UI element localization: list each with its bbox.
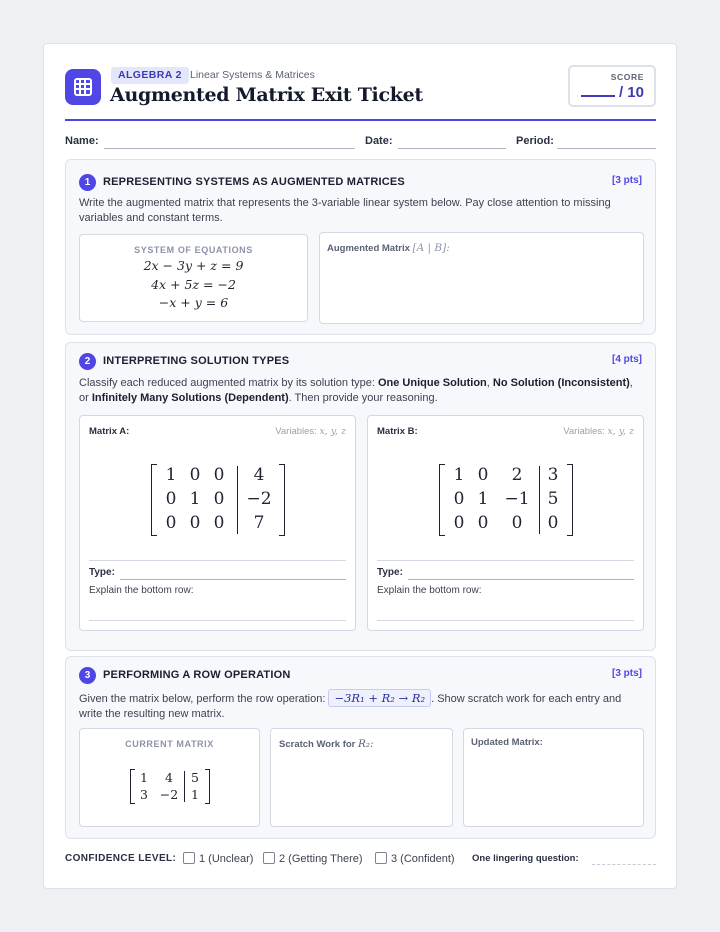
- header-rule: [65, 119, 656, 121]
- unit-subtitle: Linear Systems & Matrices: [190, 69, 315, 81]
- vars-label: Variables:: [563, 426, 605, 437]
- checkbox[interactable]: [375, 852, 387, 864]
- matrix-cell: 1: [189, 489, 201, 509]
- section-points: [3 pts]: [612, 175, 642, 186]
- type-answer-field[interactable]: [120, 579, 346, 580]
- current-matrix: [130, 769, 210, 804]
- matrix-a: [151, 464, 285, 536]
- scratch-math: R₂:: [358, 738, 374, 750]
- type-none: No Solution (Inconsistent): [492, 377, 630, 389]
- divider: [89, 560, 346, 561]
- checkbox[interactable]: [183, 852, 195, 864]
- exit-ticket-sheet: [43, 43, 677, 889]
- matrix-cell: 1: [191, 787, 199, 802]
- score-blank[interactable]: [581, 85, 615, 97]
- vars-label: Variables:: [275, 426, 317, 437]
- matrix-cell: 0: [165, 513, 177, 533]
- matrix-cell: 4: [253, 465, 265, 485]
- section-1: [65, 159, 656, 335]
- equation-3: −x + y = 6: [158, 295, 229, 310]
- confidence-label: CONFIDENCE LEVEL:: [65, 853, 177, 864]
- matrix-cell: 1: [140, 770, 148, 785]
- matrix-b: [439, 464, 573, 536]
- explain-answer-field[interactable]: [377, 620, 634, 621]
- matrix-label: Matrix A:: [89, 426, 130, 437]
- vars: x, y, z: [319, 426, 346, 437]
- matrix-cell: 0: [189, 465, 201, 485]
- section-instructions: [79, 376, 644, 405]
- section-number: 3: [79, 667, 96, 684]
- option-label: 3 (Confident): [391, 853, 455, 865]
- confidence-option-3[interactable]: [375, 852, 455, 865]
- type-unique: One Unique Solution: [377, 377, 487, 389]
- instr-sep-1: ,: [486, 377, 493, 389]
- matrix-cell: 0: [213, 489, 225, 509]
- matrix-cell: 0: [213, 465, 225, 485]
- section-points: [4 pts]: [612, 354, 642, 365]
- updated-label: Updated Matrix:: [471, 737, 543, 748]
- variables-note: [563, 426, 634, 437]
- section-instructions: Write the augmented matrix that represents the 3-variable linear system below. Pay close attention to missing variables and constant terms.: [79, 197, 611, 224]
- confidence-option-1[interactable]: [183, 852, 253, 865]
- section-number: 1: [79, 174, 96, 191]
- matrix-b-card: [367, 415, 644, 631]
- instr-pre: Given the matrix below, perform the row operation:: [79, 693, 329, 705]
- option-label: 2 (Getting There): [279, 853, 363, 865]
- matrix-cell: 0: [213, 513, 225, 533]
- matrix-cell: −2: [159, 787, 179, 802]
- matrix-cell: 4: [165, 770, 173, 785]
- type-infinite: Infinitely Many Solutions (Dependent): [91, 391, 289, 404]
- matrix-cell: 0: [189, 513, 201, 533]
- current-label: CURRENT MATRIX: [125, 739, 214, 749]
- equation-2: 4x + 5z = −2: [151, 276, 236, 292]
- row-operation: −3R₁ + R₂ → R₂: [328, 689, 431, 707]
- matrix-cell: 1: [477, 489, 489, 509]
- score-value[interactable]: [570, 84, 644, 101]
- scratch-label: [279, 738, 374, 750]
- section-title: REPRESENTING SYSTEMS AS AUGMENTED MATRICES: [103, 176, 405, 188]
- matrix-a-card: [79, 415, 356, 631]
- equation-1: 2x − 3y + z = 9: [143, 258, 244, 273]
- date-field[interactable]: [398, 148, 506, 149]
- divider: [377, 560, 634, 561]
- section-number: 2: [79, 353, 96, 370]
- current-matrix-box: [79, 728, 260, 827]
- matrix-cell: 3: [140, 787, 148, 802]
- page-title: Augmented Matrix Exit Ticket: [110, 84, 423, 106]
- matrix-cell: 0: [477, 465, 489, 485]
- answer-label: [327, 242, 450, 254]
- matrix-cell: 1: [165, 465, 177, 485]
- score-box: [568, 65, 656, 107]
- explain-label: Explain the bottom row:: [377, 585, 482, 596]
- augmented-answer-box[interactable]: [319, 232, 644, 324]
- period-label: Period:: [516, 135, 554, 147]
- section-3: [65, 656, 656, 839]
- lingering-question-label: One lingering question:: [472, 853, 579, 864]
- instr-pre: Classify each reduced augmented matrix by its solution type:: [79, 377, 378, 389]
- vars: x, y, z: [607, 426, 634, 437]
- period-field[interactable]: [557, 148, 656, 149]
- score-total: / 10: [618, 84, 644, 101]
- matrix-cell: 0: [477, 513, 489, 533]
- matrix-cell: −1: [504, 489, 530, 509]
- score-label: SCORE: [610, 72, 644, 82]
- matrix-cell: 5: [547, 489, 559, 509]
- instr-sep-2: , or: [79, 377, 633, 404]
- system-label: SYSTEM OF EQUATIONS: [134, 245, 253, 255]
- scratch-label-text: Scratch Work for: [279, 739, 356, 750]
- system-box: [79, 234, 308, 322]
- section-title: PERFORMING A ROW OPERATION: [103, 669, 291, 681]
- name-label: Name:: [65, 135, 99, 147]
- section-points: [3 pts]: [612, 668, 642, 679]
- matrix-cell: 0: [453, 513, 465, 533]
- type-label: Type:: [89, 567, 115, 578]
- matrix-cell: 3: [547, 465, 559, 485]
- matrix-cell: 0: [453, 489, 465, 509]
- answer-math: [A | B]:: [412, 242, 450, 254]
- type-answer-field[interactable]: [408, 579, 634, 580]
- matrix-label: Matrix B:: [377, 426, 418, 437]
- type-label: Type:: [377, 567, 403, 578]
- matrix-cell: 2: [511, 465, 523, 485]
- matrix-cell: 0: [547, 513, 559, 533]
- matrix-cell: 0: [511, 513, 523, 533]
- instr-post: . Then provide your reasoning.: [288, 391, 438, 404]
- updated-matrix-box[interactable]: [463, 728, 644, 827]
- explain-label: Explain the bottom row:: [89, 585, 194, 596]
- matrix-cell: 1: [453, 465, 465, 485]
- matrix-cell: 5: [191, 770, 199, 785]
- matrix-cell: −2: [246, 489, 272, 509]
- name-field[interactable]: [104, 148, 355, 149]
- section-title: INTERPRETING SOLUTION TYPES: [103, 355, 290, 367]
- option-label: 1 (Unclear): [199, 853, 254, 865]
- variables-note: [275, 426, 346, 437]
- grid-icon: [65, 69, 101, 105]
- matrix-cell: 7: [253, 513, 265, 533]
- lingering-question-field[interactable]: [592, 864, 656, 865]
- equations: [80, 257, 307, 313]
- explain-answer-field[interactable]: [89, 620, 346, 621]
- confidence-option-2[interactable]: [263, 852, 363, 865]
- date-label: Date:: [365, 135, 393, 147]
- section-instructions: [79, 689, 644, 722]
- answer-label-text: Augmented Matrix: [327, 243, 410, 254]
- matrix-cell: 0: [165, 489, 177, 509]
- section-2: [65, 342, 656, 651]
- scratch-work-box[interactable]: [270, 728, 453, 827]
- checkbox[interactable]: [263, 852, 275, 864]
- instr-post: . Show scratch work for each entry and write the resulting new matrix.: [79, 693, 622, 720]
- course-tag: ALGEBRA 2: [111, 67, 189, 84]
